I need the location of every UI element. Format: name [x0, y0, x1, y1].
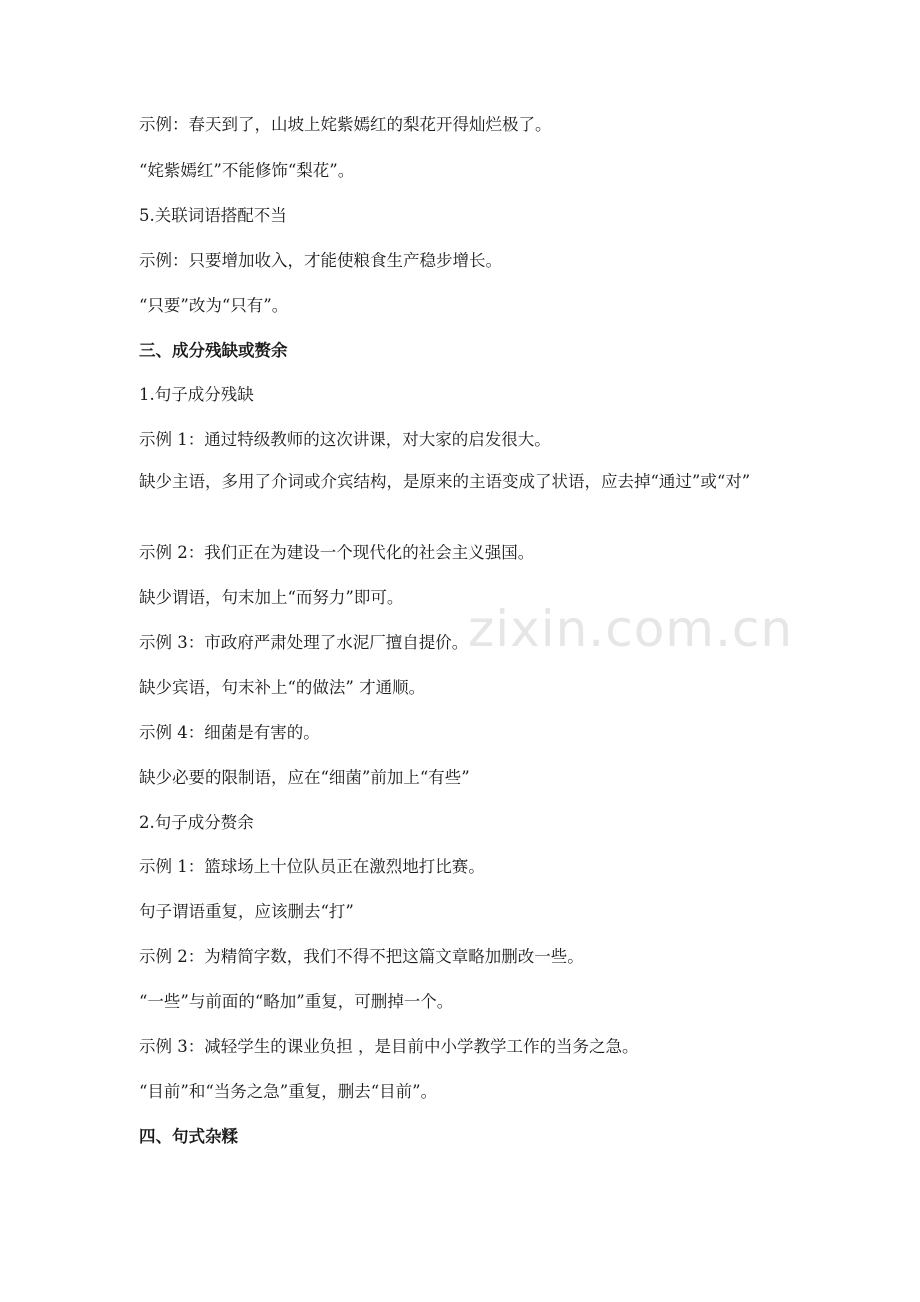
section-heading: 三、成分残缺或赘余	[139, 341, 288, 360]
subsection-title: 2.句子成分赘余	[139, 813, 254, 832]
section-heading: 四、句式杂糅	[139, 1127, 238, 1146]
example-sentence: 示例 4：细菌是有害的。	[139, 723, 320, 742]
example-sentence: 示例 1：篮球场上十位队员正在激烈地打比赛。	[139, 857, 485, 876]
explanation: 缺少宾语，句末补上“的做法” 才通顺。	[139, 678, 426, 697]
example-sentence: 示例 2：我们正在为建设一个现代化的社会主义强国。	[139, 543, 535, 562]
example-sentence: 示例 3：市政府严肃处理了水泥厂擅自提价。	[139, 633, 469, 652]
example-sentence: 示例 1：通过特级教师的这次讲课，对大家的启发很大。	[139, 430, 551, 449]
explanation: 句子谓语重复，应该删去“打”	[139, 902, 354, 921]
subsection-title: 1.句子成分残缺	[139, 385, 254, 404]
explanation: “只要”改为“只有”。	[139, 296, 289, 315]
subsection-title: 5.关联词语搭配不当	[139, 206, 287, 225]
example-sentence: 示例：只要增加收入，才能使粮食生产稳步增长。	[139, 251, 502, 270]
explanation: “目前”和“当务之急”重复，删去“目前”。	[139, 1082, 438, 1101]
explanation: “一些”与前面的“略加”重复，可删掉一个。	[139, 992, 454, 1011]
example-sentence: 示例：春天到了，山坡上姹紫嫣红的梨花开得灿烂极了。	[139, 115, 552, 134]
explanation: 缺少谓语，句末加上“而努力”即可。	[139, 588, 404, 607]
example-sentence: 示例 3：减轻学生的课业负担 ，是目前中小学教学工作的当务之急。	[139, 1037, 639, 1056]
explanation: “姹紫嫣红”不能修饰“梨花”。	[139, 161, 355, 180]
example-sentence: 示例 2：为精简字数，我们不得不把这篇文章略加删改一些。	[139, 947, 584, 966]
explanation: 缺少主语，多用了介词或介宾结构，是原来的主语变成了状语，应去掉“通过”或“对”	[139, 472, 751, 491]
watermark: zixin.com.cn	[468, 600, 794, 658]
explanation: 缺少必要的限制语，应在“细菌”前加上“有些”	[139, 768, 470, 787]
